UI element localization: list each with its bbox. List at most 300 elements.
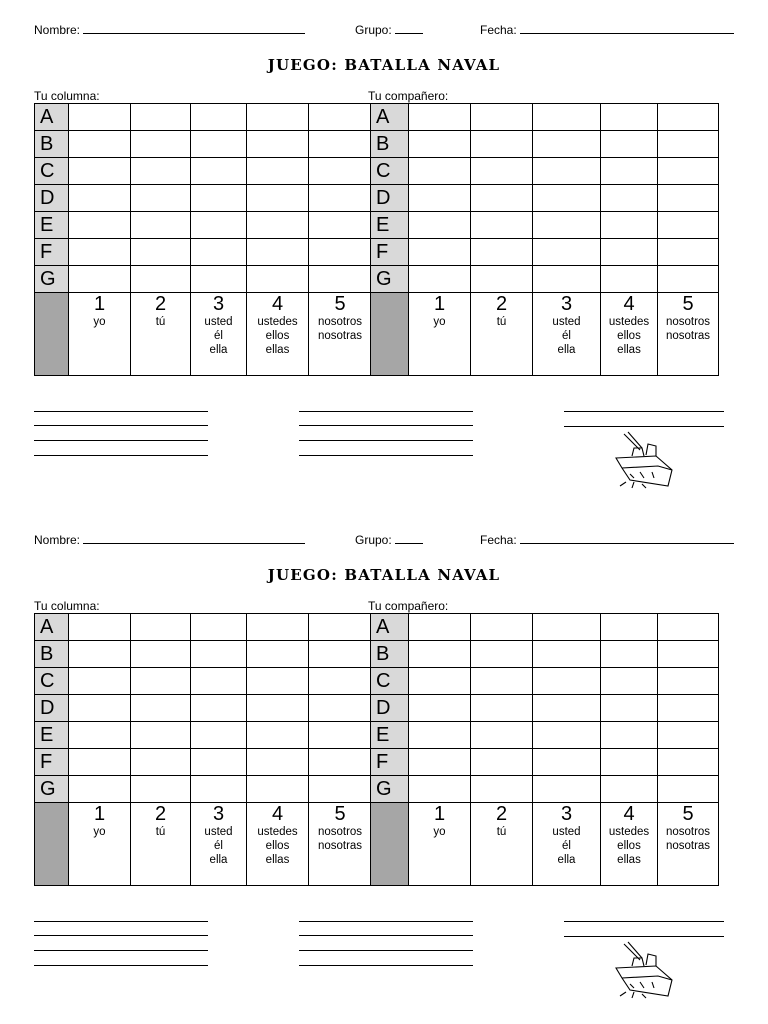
pronoun: ellas [265,344,290,356]
group-field[interactable] [355,22,423,37]
answer-line[interactable] [299,440,473,441]
grid-cell[interactable] [309,695,372,722]
grid-cell[interactable] [309,131,372,158]
pronoun: ella [557,344,576,356]
pronoun-row [371,825,719,886]
grid-cell[interactable] [69,695,131,722]
name-field[interactable] [34,22,305,37]
name-blank[interactable] [83,532,305,544]
grid-cell[interactable] [601,668,658,695]
grid-cell[interactable] [409,749,471,776]
grid-row [35,614,372,641]
grid-row [371,131,719,158]
grid-cell[interactable] [247,185,309,212]
answer-line[interactable] [564,426,724,427]
grid-cell[interactable] [131,614,191,641]
grid-row [35,185,372,212]
column-number: 2 [131,293,191,316]
pronoun: usted [204,826,233,838]
pronoun: ellas [617,344,641,356]
grid-cell[interactable] [191,212,247,239]
answer-line[interactable] [299,935,473,936]
grid-cell[interactable] [533,212,601,239]
grid-cell[interactable] [409,668,471,695]
grid-row [371,749,719,776]
grid-cell[interactable] [409,266,471,293]
answer-line[interactable] [299,965,473,966]
grid-cell[interactable] [309,239,372,266]
grid-cell[interactable] [247,158,309,185]
grid-row [371,158,719,185]
number-row [35,803,372,826]
grid-cell[interactable] [69,185,131,212]
grid-row [35,104,372,131]
grid-cell[interactable] [471,722,533,749]
date-label: Fecha: [480,23,517,37]
grid-cell[interactable] [409,239,471,266]
grid-cell[interactable] [309,266,372,293]
grid-row [371,695,719,722]
grid-cell[interactable] [247,239,309,266]
grid-row [35,668,372,695]
grid-cell[interactable] [533,614,601,641]
grid-cell[interactable] [191,158,247,185]
date-blank[interactable] [520,532,734,544]
pronoun: nosotras [317,330,363,342]
grid-cell[interactable] [191,749,247,776]
grid-cell[interactable] [471,266,533,293]
grid-cell[interactable] [309,722,372,749]
row-letter: B [371,641,409,668]
grid-cell[interactable] [409,185,471,212]
number-row [371,803,719,826]
grid-row [35,212,372,239]
grid-row [35,722,372,749]
group-label: Grupo: [355,533,392,547]
grid-cell[interactable] [658,641,719,668]
corner-cell [35,803,69,886]
answer-line[interactable] [34,935,208,936]
answer-line[interactable] [564,936,724,937]
grid-cell[interactable] [191,104,247,131]
grid-cell[interactable] [533,185,601,212]
column-number: 1 [69,293,131,316]
column-number: 2 [131,803,191,826]
grid-cell[interactable] [601,695,658,722]
pronoun: yo [433,316,446,328]
answer-line[interactable] [34,440,208,441]
pronoun: tú [155,316,166,328]
pronoun-cell [601,825,658,886]
grid-cell[interactable] [409,722,471,749]
grid-row [35,131,372,158]
row-letter: D [371,185,409,212]
grid-cell[interactable] [247,641,309,668]
grid-cell[interactable] [247,668,309,695]
grid-cell[interactable] [191,668,247,695]
pronoun-cell [533,315,601,376]
grid-cell[interactable] [533,131,601,158]
pronoun: ella [209,854,228,866]
row-letter: F [35,239,69,266]
your-column-label: Tu columna: [34,599,100,613]
grid-cell[interactable] [471,614,533,641]
column-number: 2 [471,293,533,316]
row-letter: A [371,614,409,641]
grid-row [371,104,719,131]
grid-row [371,641,719,668]
column-number: 4 [601,803,658,826]
row-letter: F [371,239,409,266]
column-number: 4 [601,293,658,316]
grid-cell[interactable] [601,641,658,668]
grid-cell[interactable] [191,641,247,668]
grid-row [35,776,372,803]
grid-cell[interactable] [533,104,601,131]
answer-line[interactable] [34,965,208,966]
grid-cell[interactable] [247,722,309,749]
grid-cell[interactable] [131,776,191,803]
grid-cell[interactable] [247,695,309,722]
grid-cell[interactable] [658,185,719,212]
grid-cell[interactable] [131,185,191,212]
grid-cell[interactable] [658,158,719,185]
grid-cell[interactable] [658,104,719,131]
row-letter: G [35,776,69,803]
grid-cell[interactable] [131,695,191,722]
grid-cell[interactable] [309,749,372,776]
grid-cell[interactable] [69,158,131,185]
pronoun: usted [552,316,581,328]
grid-cell[interactable] [471,776,533,803]
grid-cell[interactable] [409,695,471,722]
pronoun: ustedes [257,316,298,328]
grid-cell[interactable] [409,131,471,158]
grid-row [35,239,372,266]
grid-cell[interactable] [191,695,247,722]
answer-line[interactable] [299,425,473,426]
pronoun-cell [247,315,309,376]
grid-cell[interactable] [69,641,131,668]
grid-cell[interactable] [471,104,533,131]
grid-cell[interactable] [658,212,719,239]
grid-cell[interactable] [409,212,471,239]
grid-cell[interactable] [247,212,309,239]
number-row [371,293,719,316]
row-letter: B [35,131,69,158]
grid-cell[interactable] [658,614,719,641]
grid-cell[interactable] [131,104,191,131]
grid-cell[interactable] [601,185,658,212]
page-title: JUEGO: BATALLA NAVAL [267,566,501,584]
grid-cell[interactable] [658,749,719,776]
grid-cell[interactable] [471,749,533,776]
grid-cell[interactable] [533,641,601,668]
grid-cell[interactable] [247,776,309,803]
battleship-grid-right [370,613,719,886]
grid-cell[interactable] [471,239,533,266]
column-number: 1 [409,803,471,826]
date-blank[interactable] [520,22,734,34]
answer-line[interactable] [299,411,473,412]
grid-cell[interactable] [69,131,131,158]
grid-cell[interactable] [471,185,533,212]
grid-cell[interactable] [601,212,658,239]
grid-cell[interactable] [601,614,658,641]
grid-cell[interactable] [69,239,131,266]
pronoun-row [35,315,372,376]
answer-line[interactable] [34,950,208,951]
grid-cell[interactable] [69,212,131,239]
grid-cell[interactable] [471,641,533,668]
grid-cell[interactable] [409,104,471,131]
grid-cell[interactable] [309,212,372,239]
grid-cell[interactable] [131,749,191,776]
answer-line[interactable] [299,455,473,456]
pronoun-cell [409,315,471,376]
grid-cell[interactable] [131,212,191,239]
grid-cell[interactable] [69,722,131,749]
grid-cell[interactable] [191,776,247,803]
grid-cell[interactable] [69,104,131,131]
grid-cell[interactable] [247,266,309,293]
row-letter: G [371,266,409,293]
pronoun: nosotras [665,330,711,342]
grid-row [371,239,719,266]
pronoun: tú [496,826,507,838]
grid-cell[interactable] [247,749,309,776]
pronoun: ustedes [608,826,650,838]
group-field[interactable] [355,532,423,547]
pronoun: tú [155,826,166,838]
pronoun: usted [552,826,581,838]
grid-cell[interactable] [309,641,372,668]
row-letter: E [371,212,409,239]
grid-cell[interactable] [247,614,309,641]
row-letter: E [35,722,69,749]
grid-cell[interactable] [191,266,247,293]
name-blank[interactable] [83,22,305,34]
grid-cell[interactable] [409,614,471,641]
grid-cell[interactable] [471,131,533,158]
pronoun: yo [93,826,106,838]
answer-line[interactable] [564,411,724,412]
column-number: 5 [309,293,372,316]
grid-cell[interactable] [658,131,719,158]
grid-cell[interactable] [533,158,601,185]
pronoun: ustedes [608,316,650,328]
grid-cell[interactable] [409,158,471,185]
grid-cell[interactable] [69,668,131,695]
grid-cell[interactable] [601,131,658,158]
grid-cell[interactable] [533,695,601,722]
grid-cell[interactable] [471,668,533,695]
grid-cell[interactable] [131,641,191,668]
grid-cell[interactable] [131,668,191,695]
date-field[interactable] [480,532,734,547]
column-number: 2 [471,803,533,826]
grid-cell[interactable] [309,185,372,212]
pronoun-cell [131,825,191,886]
row-letter: D [35,695,69,722]
pronoun-cell [131,315,191,376]
pronoun: ellos [617,330,641,342]
pronoun: nosotros [317,826,363,838]
grid-row [35,695,372,722]
group-blank[interactable] [395,532,423,544]
date-label: Fecha: [480,533,517,547]
partner-label: Tu compañero: [368,89,449,103]
grid-cell[interactable] [191,722,247,749]
grid-cell[interactable] [131,158,191,185]
pronoun: yo [433,826,446,838]
answer-line[interactable] [299,921,473,922]
grid-cell[interactable] [131,722,191,749]
grid-cell[interactable] [471,212,533,239]
column-number: 3 [533,293,601,316]
grid-cell[interactable] [247,131,309,158]
grid-row [371,212,719,239]
answer-line[interactable] [34,455,208,456]
answer-line[interactable] [34,921,208,922]
grid-cell[interactable] [658,239,719,266]
grid-cell[interactable] [191,131,247,158]
row-letter: G [35,266,69,293]
worksheet-bottom [0,510,768,1022]
answer-line[interactable] [34,425,208,426]
grid-cell[interactable] [471,695,533,722]
grid-cell[interactable] [309,614,372,641]
pronoun-cell [247,825,309,886]
grid-row [371,668,719,695]
column-number: 3 [191,293,247,316]
grid-cell[interactable] [658,695,719,722]
pronoun-cell [601,315,658,376]
pronoun: ellas [265,854,290,866]
row-letter: C [35,158,69,185]
battleship-grid-left [34,103,372,376]
grid-row [371,266,719,293]
grid-row [371,722,719,749]
grid-cell[interactable] [601,239,658,266]
grid-cell[interactable] [533,722,601,749]
grid-cell[interactable] [601,104,658,131]
grid-row [371,776,719,803]
row-letter: B [371,131,409,158]
pronoun-cell [658,825,719,886]
pronoun: yo [93,316,106,328]
grid-cell[interactable] [533,776,601,803]
pronoun: usted [204,316,233,328]
grid-cell[interactable] [247,104,309,131]
row-letter: A [35,104,69,131]
name-label: Nombre: [34,533,81,547]
number-row [35,293,372,316]
grid-cell[interactable] [309,668,372,695]
grid-cell[interactable] [658,668,719,695]
grid-cell[interactable] [601,749,658,776]
pronoun-cell [191,825,247,886]
name-field[interactable] [34,532,305,547]
grid-cell[interactable] [69,266,131,293]
corner-cell [371,803,409,886]
grid-cell[interactable] [131,239,191,266]
pronoun: ellos [617,840,641,852]
grid-cell[interactable] [533,266,601,293]
grid-row [35,749,372,776]
grid-cell[interactable] [69,614,131,641]
battleship-grid-right [370,103,719,376]
grid-cell[interactable] [69,776,131,803]
pronoun-cell [309,825,372,886]
pronoun-cell [658,315,719,376]
grid-cell[interactable] [131,266,191,293]
grid-cell[interactable] [191,185,247,212]
grid-cell[interactable] [309,776,372,803]
grid-cell[interactable] [601,158,658,185]
column-number: 5 [309,803,372,826]
corner-cell [35,293,69,376]
pronoun-cell [69,315,131,376]
grid-row [35,158,372,185]
pronoun: nosotros [317,316,363,328]
your-column-label: Tu columna: [34,89,100,103]
pronoun: ellos [265,330,290,342]
answer-line[interactable] [34,411,208,412]
grid-cell[interactable] [409,776,471,803]
grid-cell[interactable] [191,239,247,266]
grid-cell[interactable] [409,641,471,668]
grid-row [371,614,719,641]
grid-cell[interactable] [191,614,247,641]
pronoun-cell [533,825,601,886]
pronoun-cell [69,825,131,886]
grid-cell[interactable] [309,158,372,185]
row-letter: E [371,722,409,749]
grid-cell[interactable] [601,722,658,749]
battleship-grid-left [34,613,372,886]
grid-cell[interactable] [471,158,533,185]
grid-cell[interactable] [658,722,719,749]
corner-cell [371,293,409,376]
pronoun-cell [309,315,372,376]
pronoun: nosotros [665,316,711,328]
pronoun: él [562,840,571,852]
grid-cell[interactable] [533,749,601,776]
date-field[interactable] [480,22,734,37]
grid-cell[interactable] [601,266,658,293]
answer-line[interactable] [299,950,473,951]
column-number: 5 [658,293,719,316]
grid-cell[interactable] [131,131,191,158]
pronoun: él [562,330,571,342]
row-letter: F [35,749,69,776]
name-label: Nombre: [34,23,81,37]
grid-cell[interactable] [533,239,601,266]
ship-icon [612,430,676,490]
answer-line[interactable] [564,921,724,922]
grid-cell[interactable] [658,266,719,293]
row-letter: F [371,749,409,776]
grid-cell[interactable] [658,776,719,803]
column-number: 3 [533,803,601,826]
grid-cell[interactable] [601,776,658,803]
pronoun: ustedes [257,826,298,838]
group-blank[interactable] [395,22,423,34]
grid-cell[interactable] [533,668,601,695]
grid-cell[interactable] [69,749,131,776]
grid-cell[interactable] [309,104,372,131]
